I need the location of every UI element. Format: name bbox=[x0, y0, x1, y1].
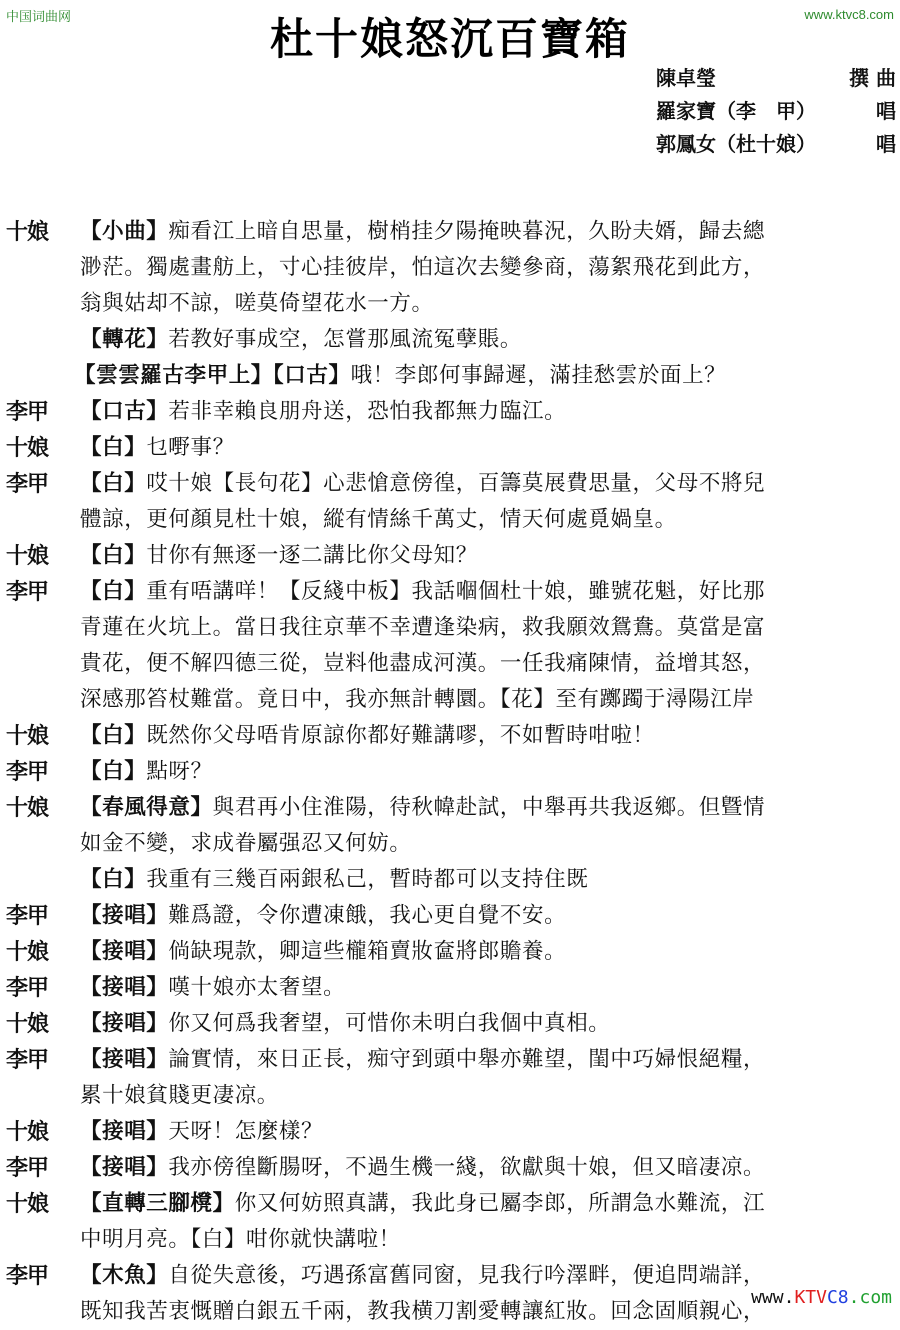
line-text: 點呀？ bbox=[146, 759, 213, 784]
line-content bbox=[80, 286, 434, 322]
line-content bbox=[80, 970, 345, 1006]
credit-name: 羅家寶（李 甲） bbox=[656, 99, 816, 123]
script-line bbox=[0, 1114, 900, 1150]
script-line bbox=[0, 718, 900, 754]
tune-tag: 【白】 bbox=[80, 867, 147, 892]
script-body bbox=[0, 214, 900, 1330]
line-content bbox=[80, 1078, 279, 1114]
script-line bbox=[0, 394, 900, 430]
tune-tag: 【接唱】 bbox=[80, 1011, 169, 1036]
speaker-label: 李甲 bbox=[6, 579, 49, 605]
line-content bbox=[80, 430, 235, 466]
line-content bbox=[80, 1114, 323, 1150]
line-content bbox=[80, 574, 765, 610]
script-line bbox=[0, 862, 900, 898]
script-line bbox=[0, 1078, 900, 1114]
line-text: 體諒，更何顏見杜十娘，縱有情絲千萬丈，情天何處覓媧皇。 bbox=[80, 507, 677, 532]
line-content bbox=[80, 322, 522, 358]
speaker-label: 李甲 bbox=[6, 399, 49, 425]
line-text: 渺茫。獨處畫舫上，寸心挂彼岸，怕這次去變參商，蕩絮飛花到此方， bbox=[80, 255, 766, 280]
line-content bbox=[80, 1294, 765, 1330]
line-text: 乜嘢事？ bbox=[146, 435, 235, 460]
credit-name: 陳卓瑩 bbox=[656, 66, 716, 90]
credits-block bbox=[656, 62, 896, 161]
line-content bbox=[74, 358, 726, 394]
site-url-bottom-watermark[interactable] bbox=[751, 1287, 892, 1308]
line-content bbox=[80, 682, 754, 718]
speaker-label: 十娘 bbox=[6, 939, 49, 965]
line-text: 我亦傍徨斷腸呀，不過生機一綫，欲獻與十娘，但又暗凄凉。 bbox=[168, 1155, 766, 1180]
line-content bbox=[80, 898, 566, 934]
line-text: 若非幸賴良朋舟送，恐怕我都無力臨江。 bbox=[168, 399, 567, 424]
line-text: 你又何爲我奢望，可惜你未明白我個中真相。 bbox=[168, 1011, 611, 1036]
credit-row-singer-lijia bbox=[656, 95, 896, 128]
script-line bbox=[0, 502, 900, 538]
line-content bbox=[80, 1222, 401, 1258]
tune-tag: 【接唱】 bbox=[80, 975, 169, 1000]
line-content bbox=[80, 718, 655, 754]
speaker-label: 李甲 bbox=[6, 471, 49, 497]
speaker-label: 十娘 bbox=[6, 1119, 49, 1145]
tune-tag: 【接唱】 bbox=[80, 903, 169, 928]
speaker-label: 李甲 bbox=[6, 759, 49, 785]
line-content bbox=[80, 1258, 765, 1294]
line-content bbox=[80, 1042, 765, 1078]
speaker-label: 十娘 bbox=[6, 219, 49, 245]
line-content bbox=[80, 250, 765, 286]
credit-role: 唱 bbox=[876, 132, 896, 156]
script-line bbox=[0, 466, 900, 502]
line-text: 嘆十娘亦太奢望。 bbox=[168, 975, 346, 1000]
credit-name: 郭鳳女（杜十娘） bbox=[656, 132, 816, 156]
script-line bbox=[0, 358, 900, 394]
script-line bbox=[0, 1186, 900, 1222]
line-text: 中明月亮。【白】咁你就快講啦！ bbox=[80, 1227, 401, 1252]
watermark-ktv: KTV bbox=[794, 1287, 827, 1308]
line-content bbox=[80, 826, 412, 862]
speaker-label: 李甲 bbox=[6, 903, 49, 929]
page-title: 杜十娘怒沉百寶箱 bbox=[270, 15, 630, 65]
line-text: 倘缺現款，卿這些櫳箱賣妝奩將郎贍養。 bbox=[168, 939, 567, 964]
script-line bbox=[0, 790, 900, 826]
tune-tag: 【春風得意】 bbox=[80, 795, 213, 820]
credit-row-composer bbox=[656, 62, 896, 95]
tune-tag: 【口古】 bbox=[80, 399, 169, 424]
line-text: 青蓮在火坑上。當日我往京華不幸遭逢染病，救我願效鴛鴦。莫當是富 bbox=[80, 615, 766, 640]
script-line bbox=[0, 610, 900, 646]
speaker-label: 李甲 bbox=[6, 975, 49, 1001]
tune-tag: 【白】 bbox=[80, 471, 147, 496]
line-content bbox=[80, 646, 765, 682]
script-line bbox=[0, 1150, 900, 1186]
tune-tag: 【接唱】 bbox=[80, 939, 169, 964]
tune-tag: 【轉花】 bbox=[80, 327, 169, 352]
script-line bbox=[0, 538, 900, 574]
line-text: 重有唔講咩！【反綫中板】我話嗰個杜十娘，雖號花魁，好比那 bbox=[146, 579, 766, 604]
line-text: 論實情，來日正長，痴守到頭中舉亦難望，閨中巧婦恨絕糧， bbox=[168, 1047, 766, 1072]
line-text: 自從失意後，巧遇孫富舊同窗，見我行吟澤畔，便追問端詳， bbox=[168, 1263, 766, 1288]
script-line bbox=[0, 1042, 900, 1078]
script-line bbox=[0, 970, 900, 1006]
credit-role: 唱 bbox=[876, 99, 896, 123]
script-line bbox=[0, 826, 900, 862]
credit-row-singer-shiniang bbox=[656, 128, 896, 161]
script-line bbox=[0, 682, 900, 718]
line-text: 如金不變，求成眷屬强忍又何妨。 bbox=[80, 831, 412, 856]
line-text: 痴看江上暗自思量，樹梢挂夕陽掩映暮況，久盼夫婿，歸去總 bbox=[168, 219, 766, 244]
script-line bbox=[0, 286, 900, 322]
line-content bbox=[80, 214, 765, 250]
speaker-label: 十娘 bbox=[6, 543, 49, 569]
tune-tag: 【接唱】 bbox=[80, 1119, 169, 1144]
tune-tag: 【木魚】 bbox=[80, 1263, 169, 1288]
line-content bbox=[80, 610, 765, 646]
line-text: 天呀！怎麼樣？ bbox=[168, 1119, 324, 1144]
speaker-label: 李甲 bbox=[6, 1263, 49, 1289]
line-content bbox=[80, 934, 566, 970]
line-content bbox=[80, 1150, 765, 1186]
script-line bbox=[0, 1006, 900, 1042]
speaker-label: 十娘 bbox=[6, 723, 49, 749]
line-content bbox=[80, 466, 765, 502]
site-url-top[interactable]: www.ktvc8.com bbox=[804, 7, 894, 22]
tune-tag: 【白】 bbox=[80, 543, 147, 568]
tune-tag: 【接唱】 bbox=[80, 1155, 169, 1180]
tune-tag: 【小曲】 bbox=[80, 219, 169, 244]
script-line bbox=[0, 322, 900, 358]
tune-tag: 【白】 bbox=[80, 759, 147, 784]
tune-tag: 【白】 bbox=[80, 579, 147, 604]
line-text: 貴花，便不解四德三從，豈料他盡成河漢。一任我痛陳情，益增其怒， bbox=[80, 651, 766, 676]
line-text: 深感那笞杖難當。竟日中，我亦無計轉圜。【花】至有躑躅于潯陽江岸 bbox=[80, 687, 755, 712]
line-text: 翁與姑却不諒，嗟莫倚望花水一方。 bbox=[80, 291, 434, 316]
watermark-suffix: .com bbox=[848, 1287, 892, 1308]
tune-tag: 【接唱】 bbox=[80, 1047, 169, 1072]
line-content bbox=[80, 790, 765, 826]
line-content bbox=[80, 1186, 765, 1222]
script-line bbox=[0, 646, 900, 682]
speaker-label: 十娘 bbox=[6, 1011, 49, 1037]
tune-tag: 【直轉三腳櫈】 bbox=[80, 1191, 235, 1216]
speaker-label: 李甲 bbox=[6, 1047, 49, 1073]
script-line bbox=[0, 430, 900, 466]
site-logo-text: 中国词曲网 bbox=[6, 10, 72, 25]
script-line bbox=[0, 214, 900, 250]
watermark-c8: C8 bbox=[826, 1287, 849, 1308]
line-content bbox=[80, 1006, 610, 1042]
line-text: 若教好事成空，怎嘗那風流冤孽賬。 bbox=[168, 327, 523, 352]
line-text: 我重有三幾百兩銀私己，暫時都可以支持住既 bbox=[146, 867, 589, 892]
line-text: 既知我苦衷慨贈白銀五千兩，教我横刀割愛轉讓紅妝。回念固順親心， bbox=[80, 1299, 766, 1324]
line-text: 難爲證，令你遭凍餓，我心更自覺不安。 bbox=[168, 903, 567, 928]
line-text: 你又何妨照真講，我此身已屬李郎，所謂急水難流，江 bbox=[234, 1191, 766, 1216]
credit-role: 撰 曲 bbox=[849, 66, 896, 90]
script-line bbox=[0, 898, 900, 934]
line-content bbox=[80, 394, 566, 430]
speaker-label: 十娘 bbox=[6, 1191, 49, 1217]
line-text: 累十娘貧賤更凄凉。 bbox=[80, 1083, 279, 1108]
speaker-label: 十娘 bbox=[6, 795, 49, 821]
line-text: 哎十娘【長句花】心悲愴意傍徨，百籌莫展費思量，父母不將兒 bbox=[146, 471, 766, 496]
line-content bbox=[80, 754, 213, 790]
speaker-label: 李甲 bbox=[6, 1155, 49, 1181]
line-text: 既然你父母唔肯原諒你都好難講嘐，不如暫時咁啦！ bbox=[146, 723, 655, 748]
line-content bbox=[80, 862, 588, 898]
speaker-label: 十娘 bbox=[6, 435, 49, 461]
line-text: 甘你有無逐一逐二講比你父母知？ bbox=[146, 543, 478, 568]
script-line bbox=[0, 1222, 900, 1258]
script-line bbox=[0, 250, 900, 286]
watermark-prefix: www. bbox=[751, 1287, 795, 1308]
tune-tag: 【雲雲羅古李甲上】【口古】 bbox=[74, 363, 351, 388]
line-text: 哦！李郎何事歸遲，滿挂愁雲於面上？ bbox=[350, 363, 727, 388]
line-content bbox=[80, 502, 677, 538]
script-line bbox=[0, 754, 900, 790]
tune-tag: 【白】 bbox=[80, 435, 147, 460]
line-content bbox=[80, 538, 478, 574]
line-text: 與君再小住淮陽，待秋幃赴試，中舉再共我返鄉。但曁情 bbox=[212, 795, 766, 820]
tune-tag: 【白】 bbox=[80, 723, 147, 748]
script-line bbox=[0, 934, 900, 970]
script-line bbox=[0, 574, 900, 610]
